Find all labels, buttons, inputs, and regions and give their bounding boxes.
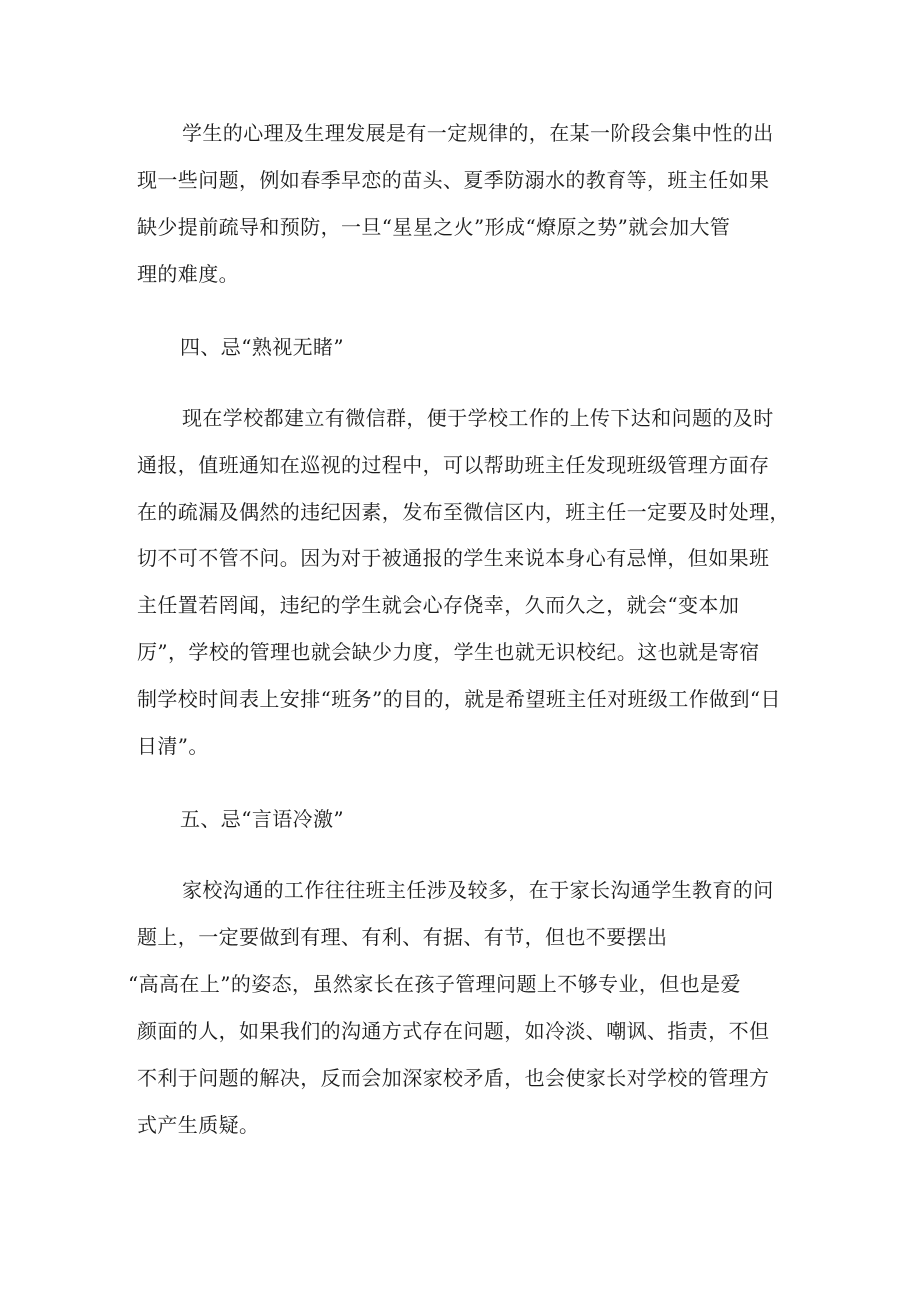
paragraph-3-line-2: 题上，一定要做到有理、有利、有据、有节，但也不要摆出 bbox=[137, 925, 668, 949]
section-heading-4: 四、忌“熟视无睹” bbox=[180, 335, 345, 359]
paragraph-2-line-3: 在的疏漏及偶然的违纪因素，发布至微信区内，班主任一定要及时处理， bbox=[137, 500, 790, 524]
paragraph-2-line-8: 日清”。 bbox=[137, 734, 209, 758]
paragraph-1-line-4: 理的难度。 bbox=[137, 262, 239, 286]
paragraph-3-line-1: 家校沟通的工作往往班主任涉及较多，在于家长沟通学生教育的问 bbox=[182, 878, 774, 902]
paragraph-2-line-5: 主任置若罔闻，违纪的学生就会心存侥幸，久而久之，就会“变本加 bbox=[137, 593, 740, 617]
paragraph-1-line-1: 学生的心理及生理发展是有一定规律的，在某一阶段会集中性的出 bbox=[182, 121, 774, 145]
paragraph-2-line-1: 现在学校都建立有微信群，便于学校工作的上传下达和问题的及时 bbox=[182, 406, 774, 430]
paragraph-2-line-4: 切不可不管不问。因为对于被通报的学生来说本身心有忌惮，但如果班 bbox=[137, 546, 770, 570]
paragraph-2-line-2: 通报，值班通知在巡视的过程中，可以帮助班主任发现班级管理方面存 bbox=[137, 453, 770, 477]
paragraph-3-line-3: “高高在上”的姿态，虽然家长在孩子管理问题上不够专业，但也是爱 bbox=[128, 972, 741, 996]
paragraph-3-line-6: 式产生质疑。 bbox=[137, 1113, 260, 1137]
section-heading-5: 五、忌“言语冷激” bbox=[180, 807, 345, 831]
paragraph-2-line-7: 制学校时间表上安排“班务”的目的，就是希望班主任对班级工作做到“日 bbox=[137, 687, 781, 711]
paragraph-1-line-2: 现一些问题，例如春季早恋的苗头、夏季防溺水的教育等，班主任如果 bbox=[137, 168, 770, 192]
paragraph-1-line-3: 缺少提前疏导和预防，一旦“星星之火”形成“燎原之势”就会加大管 bbox=[137, 215, 731, 239]
paragraph-3-line-5: 不利于问题的解决，反而会加深家校矛盾，也会使家长对学校的管理方 bbox=[137, 1066, 770, 1090]
paragraph-2-line-6: 厉”，学校的管理也就会缺少力度，学生也就无识校纪。这也就是寄宿 bbox=[137, 640, 760, 664]
paragraph-3-line-4: 颜面的人，如果我们的沟通方式存在问题，如冷淡、嘲讽、指责，不但 bbox=[137, 1019, 770, 1043]
